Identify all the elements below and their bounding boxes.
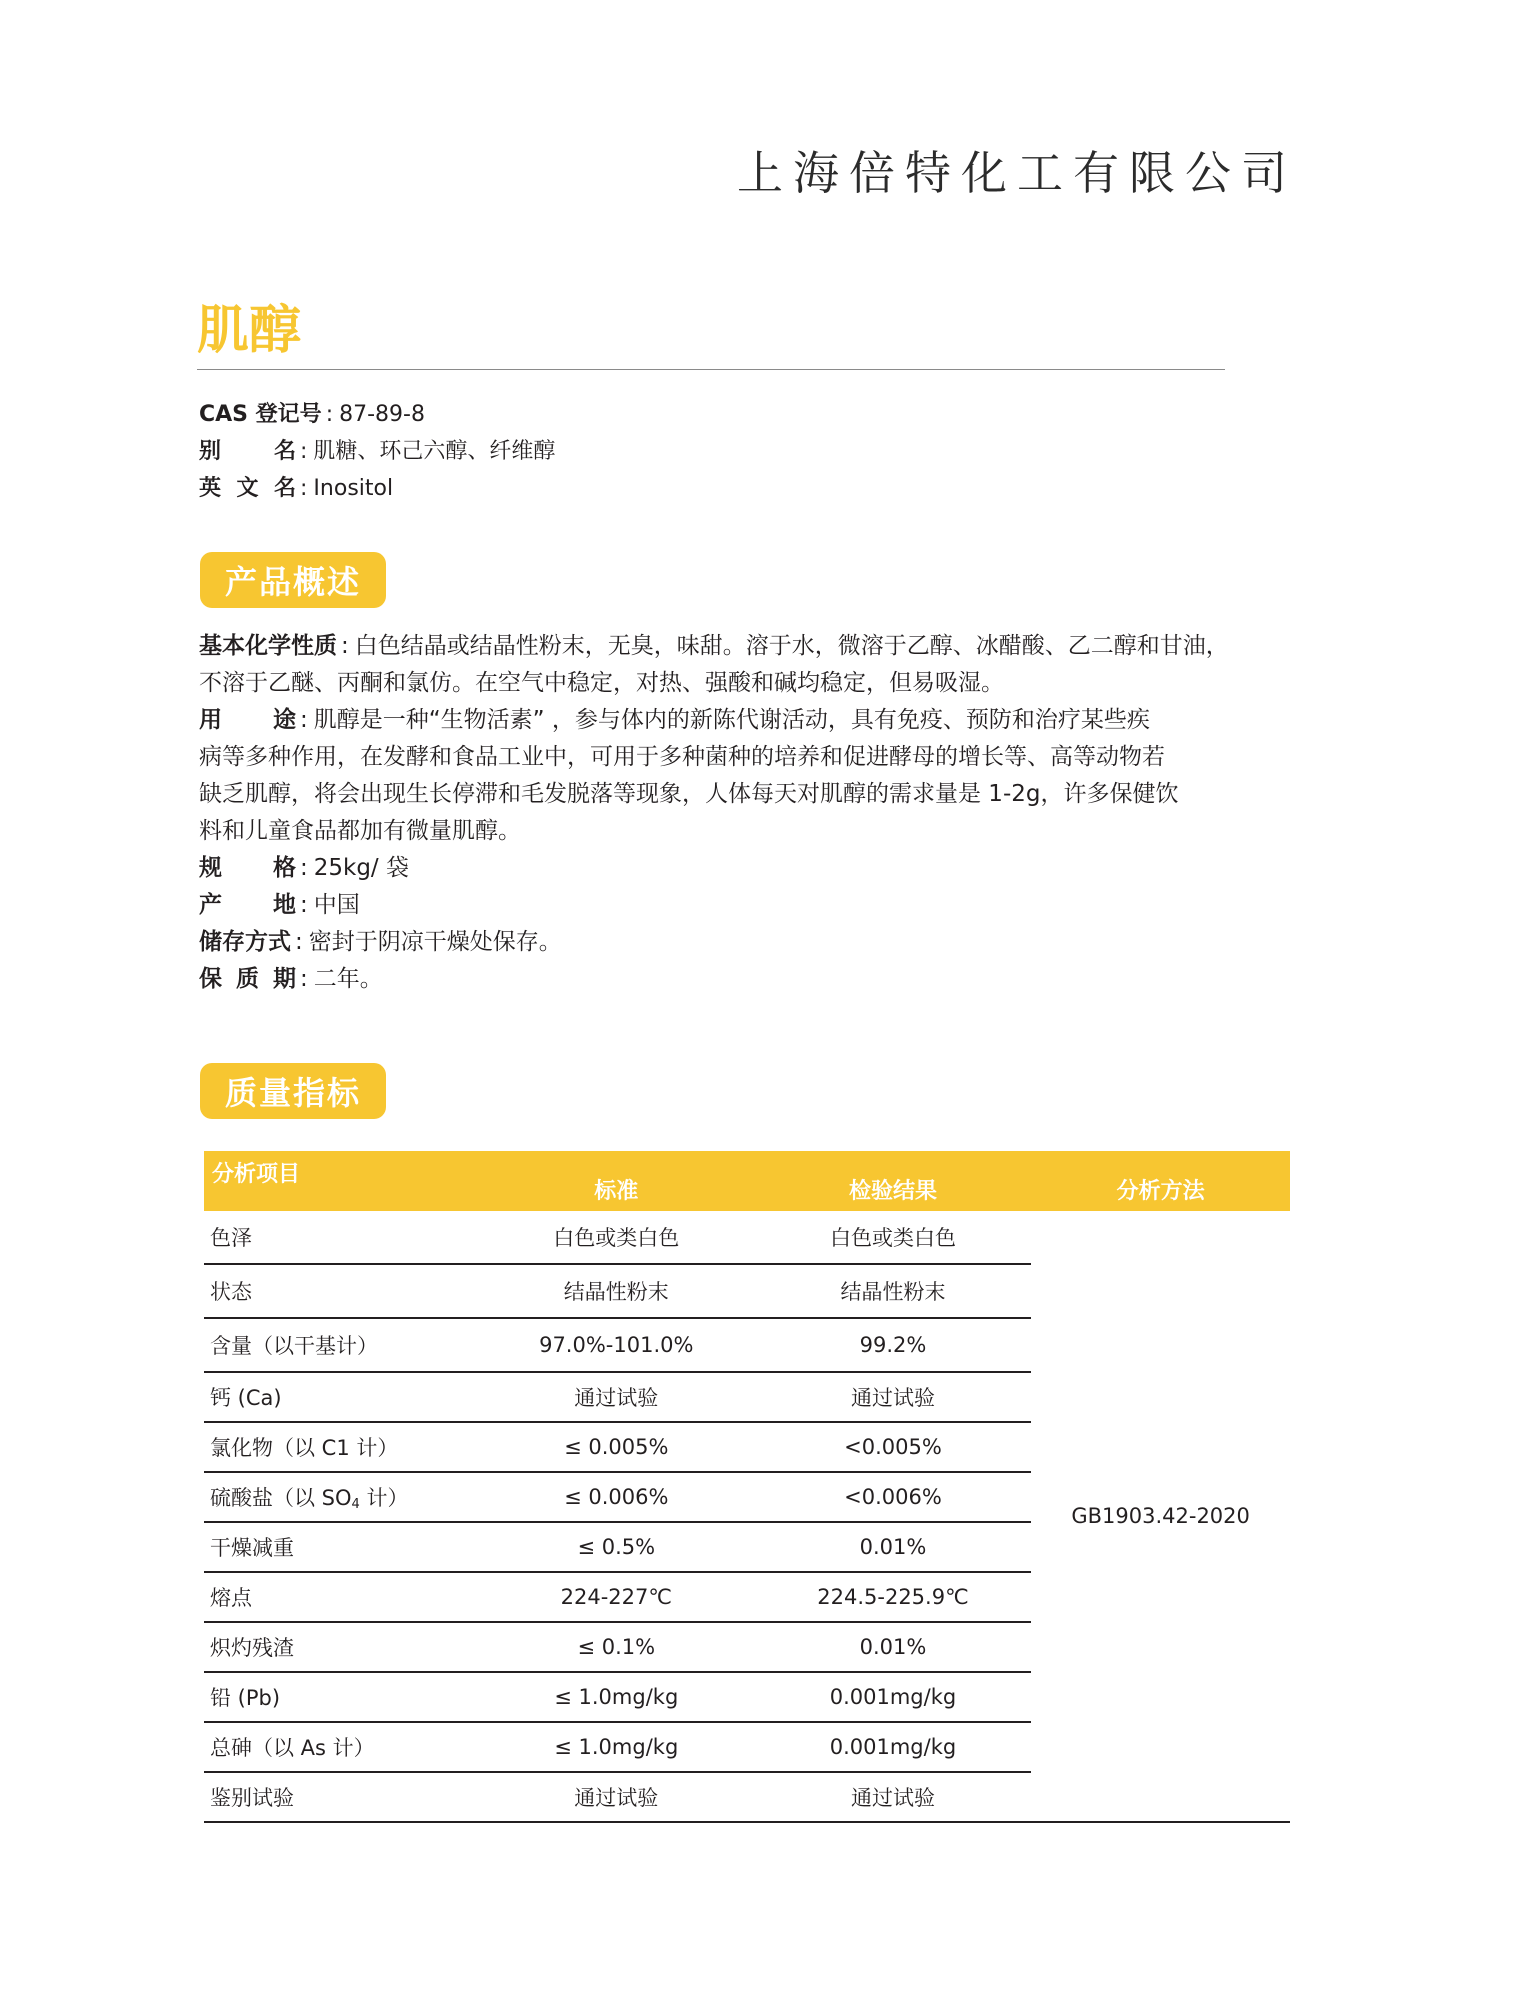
method-cell: GB1903.42-2020 <box>1031 1211 1290 1822</box>
standard-cell: 白色或类白色 <box>478 1211 755 1264</box>
result-cell: 224.5-225.9℃ <box>755 1572 1032 1622</box>
use-label: 用 途 <box>199 707 296 733</box>
standard-cell: ≤ 0.5% <box>478 1522 755 1572</box>
item-cell: 状态 <box>204 1264 478 1318</box>
header-result: 检验结果 <box>755 1151 1032 1211</box>
quality-section-tag: 质量指标 <box>200 1063 386 1119</box>
use-line-4: 料和儿童食品都加有微量肌醇。 <box>199 818 521 844</box>
standard-cell: 通过试验 <box>478 1372 755 1422</box>
standard-cell: ≤ 1.0mg/kg <box>478 1722 755 1772</box>
cas-row: CAS 登记号 : 87-89-8 <box>199 396 1279 433</box>
standard-cell: 97.0%-101.0% <box>478 1318 755 1372</box>
result-cell: 0.001mg/kg <box>755 1722 1032 1772</box>
origin-value: 中国 <box>313 892 360 918</box>
cas-label: CAS 登记号 <box>199 402 322 427</box>
standard-cell: ≤ 1.0mg/kg <box>478 1672 755 1722</box>
standard-cell: 通过试验 <box>478 1772 755 1822</box>
quality-spec-table <box>204 1151 1290 1823</box>
item-cell: 炽灼残渣 <box>204 1622 478 1672</box>
item-cell: 鉴别试验 <box>204 1772 478 1822</box>
origin-label: 产 地 <box>199 892 296 918</box>
item-cell: 熔点 <box>204 1572 478 1622</box>
overview-section-tag: 产品概述 <box>200 552 386 608</box>
header-method: 分析方法 <box>1031 1151 1290 1211</box>
table-header-row <box>204 1151 1290 1211</box>
product-title: 肌醇 <box>197 301 302 361</box>
spec-label: 规 格 <box>199 855 296 881</box>
standard-cell: ≤ 0.005% <box>478 1422 755 1472</box>
item-cell: 氯化物（以 C1 计） <box>204 1422 478 1472</box>
cas-value: 87-89-8 <box>339 402 425 427</box>
use-line-1: 用 途 : 肌醇是一种“生物活素” ，参与体内的新陈代谢活动，具有免疫、预防和治疗某些疾 <box>199 702 1269 739</box>
item-cell: 色泽 <box>204 1211 478 1264</box>
standard-cell: ≤ 0.1% <box>478 1622 755 1672</box>
title-divider <box>197 369 1225 370</box>
result-cell: 0.01% <box>755 1622 1032 1672</box>
item-cell: 干燥减重 <box>204 1522 478 1572</box>
standard-cell: 结晶性粉末 <box>478 1264 755 1318</box>
result-cell: 0.01% <box>755 1522 1032 1572</box>
result-cell: <0.006% <box>755 1472 1032 1522</box>
shelf-life-value: 二年。 <box>313 966 383 992</box>
shelf-life-row: 保 质 期 : 二年。 <box>199 961 1269 998</box>
header-standard: 标准 <box>478 1151 755 1211</box>
result-cell: 0.001mg/kg <box>755 1672 1032 1722</box>
use-line-2: 病等多种作用，在发酵和食品工业中，可用于多种菌种的培养和促进酵母的增长等、高等动物若 <box>199 744 1165 770</box>
table-row <box>204 1211 1290 1264</box>
alias-label: 别 名 <box>199 439 296 464</box>
english-name-label: 英 文 名 <box>199 476 296 501</box>
spec-value: 25kg/ 袋 <box>313 855 409 881</box>
result-cell: 通过试验 <box>755 1372 1032 1422</box>
alias-row: 别 名 : 肌糖、环己六醇、纤维醇 <box>199 433 1279 470</box>
storage-row: 储存方式 : 密封于阴凉干燥处保存。 <box>199 924 1269 961</box>
item-cell: 硫酸盐（以 $SO_4$ 计） <box>204 1472 478 1522</box>
product-identifiers <box>199 396 1279 507</box>
english-name-row: 英 文 名 : Inositol <box>199 470 1279 507</box>
item-cell: 铅 (Pb) <box>204 1672 478 1722</box>
item-cell: 含量（以干基计） <box>204 1318 478 1372</box>
header-item: 分析项目 <box>204 1151 478 1211</box>
origin-row: 产 地 : 中国 <box>199 887 1269 924</box>
product-overview <box>199 628 1269 998</box>
result-cell: <0.005% <box>755 1422 1032 1472</box>
standard-cell: 224-227℃ <box>478 1572 755 1622</box>
company-name: 上海倍特化工有限公司 <box>737 146 1297 200</box>
result-cell: 99.2% <box>755 1318 1032 1372</box>
english-name-value: Inositol <box>313 476 394 501</box>
standard-cell: ≤ 0.006% <box>478 1472 755 1522</box>
result-cell: 结晶性粉末 <box>755 1264 1032 1318</box>
storage-value: 密封于阴凉干燥处保存。 <box>308 929 562 955</box>
alias-value: 肌糖、环己六醇、纤维醇 <box>313 439 556 464</box>
result-cell: 白色或类白色 <box>755 1211 1032 1264</box>
chem-properties-label: 基本化学性质 <box>199 633 337 659</box>
storage-label: 储存方式 <box>199 929 291 955</box>
use-line-3: 缺乏肌醇，将会出现生长停滞和毛发脱落等现象，人体每天对肌醇的需求量是 1-2g，许多保健饮 <box>199 781 1179 807</box>
item-cell: 总砷（以 As 计） <box>204 1722 478 1772</box>
chem-properties-line-2: 不溶于乙醚、丙酮和氯仿。在空气中稳定，对热、强酸和碱均稳定，但易吸湿。 <box>199 670 1004 696</box>
chem-properties-line-1: 基本化学性质 : 白色结晶或结晶性粉末，无臭，味甜。溶于水，微溶于乙醇、冰醋酸、乙二醇和甘油， <box>199 628 1269 665</box>
item-cell: 钙 (Ca) <box>204 1372 478 1422</box>
shelf-life-label: 保 质 期 <box>199 966 296 992</box>
spec-row: 规 格 : 25kg/ 袋 <box>199 850 1269 887</box>
result-cell: 通过试验 <box>755 1772 1032 1822</box>
